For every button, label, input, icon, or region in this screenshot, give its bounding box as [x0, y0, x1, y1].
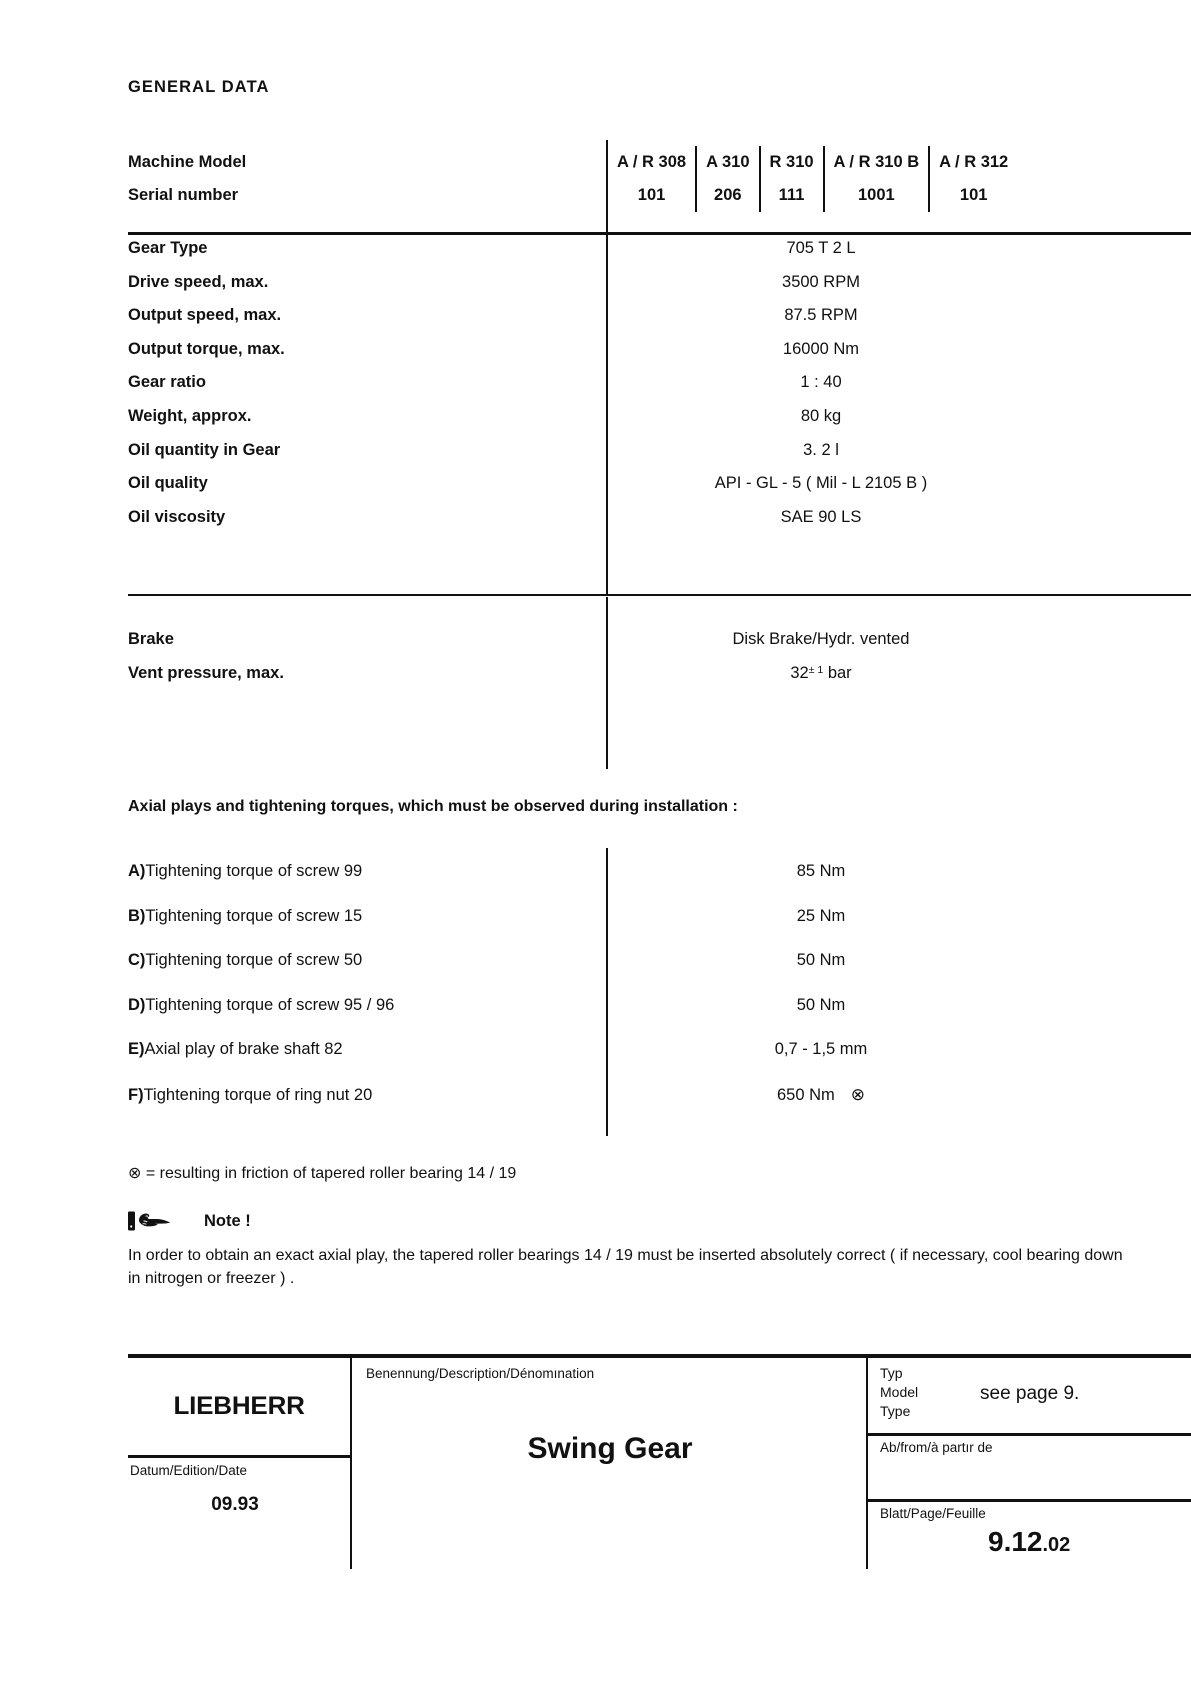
- model-serial: 111: [778, 186, 805, 204]
- spec-label: Weight, approx.: [128, 406, 252, 425]
- spec-divider-header: [606, 140, 608, 232]
- axial-number: 0,7 - 1,5 mm: [774, 1040, 868, 1058]
- model-column: [759, 146, 823, 212]
- description-label: Benennung/Description/Dénomınation: [366, 1366, 595, 1381]
- axial-text: Axial play of brake shaft 82: [144, 1040, 343, 1058]
- spec-value: 16000 Nm: [782, 339, 860, 358]
- axial-intro-text: Axial plays and tightening torques, which must be observed during installation :: [128, 798, 738, 815]
- axial-row: [128, 951, 1191, 996]
- type-label-line: Type: [880, 1403, 911, 1419]
- model-column: [606, 146, 695, 212]
- axial-text: Tightening torque of screw 95 / 96: [145, 995, 395, 1014]
- axial-label: [128, 951, 606, 970]
- type-value: see page 9.: [980, 1383, 1080, 1404]
- spec-row: [128, 273, 1191, 307]
- date-label: Datum/Edition/Date: [130, 1463, 248, 1478]
- axial-label: [128, 1040, 606, 1059]
- footnote-marker-icon: ⊗: [850, 1084, 866, 1104]
- note-body-text: In order to obtain an exact axial play, the tapered roller bearings 14 / 19 must be inserted absolutely correct ( if necessary, cool bearing down in nitrogen or freezer ) .: [128, 1247, 1123, 1287]
- vent-pressure-value: [606, 664, 1036, 683]
- spec-label: Gear ratio: [128, 373, 206, 392]
- brake-row: [128, 630, 1191, 664]
- page-number-minor: .02: [1042, 1534, 1071, 1556]
- axial-row: [128, 907, 1191, 952]
- model-name: A / R 312: [939, 153, 1009, 171]
- axial-label: [128, 862, 606, 881]
- axial-number: 50 Nm: [796, 951, 846, 969]
- vent-pressure-number: 32: [790, 664, 809, 682]
- model-serial: 101: [959, 186, 988, 204]
- vent-pressure-label: Vent pressure, max.: [128, 664, 284, 682]
- model-column: [695, 146, 758, 212]
- brake-label: Brake: [128, 630, 174, 648]
- description-title: Swing Gear: [527, 1432, 693, 1465]
- type-label: [880, 1364, 918, 1421]
- page-number-label: Blatt/Page/Feuille: [880, 1506, 986, 1521]
- model-serial: 1001: [857, 186, 895, 204]
- model-columns: [606, 146, 1017, 212]
- specifications-table: [128, 239, 1191, 541]
- spec-row: [128, 407, 1191, 441]
- valid-from-label: Ab/from/à partır de: [880, 1440, 993, 1455]
- axial-number: 50 Nm: [796, 995, 846, 1014]
- spec-value: SAE 90 LS: [780, 507, 862, 526]
- table-top-rule: [128, 232, 1191, 235]
- spec-label: Output speed, max.: [128, 306, 282, 325]
- axial-row: [128, 1040, 1191, 1085]
- serial-number-label: Serial number: [128, 186, 239, 204]
- axial-value: [606, 1040, 1036, 1059]
- spec-value: 3500 RPM: [782, 272, 860, 291]
- axial-value: [606, 862, 1036, 881]
- model-header-labels: [128, 146, 598, 212]
- model-column: [823, 146, 929, 212]
- vent-pressure-tolerance: ± 1: [808, 664, 824, 676]
- footnote-text: ⊗ = resulting in friction of tapered roller bearing 14 / 19: [128, 1165, 517, 1182]
- axial-letter: B): [128, 906, 146, 925]
- spec-row: [128, 474, 1191, 508]
- page-number-major: 9.12: [988, 1526, 1043, 1557]
- model-header-table: [128, 146, 1088, 212]
- spec-value: API - GL - 5 ( Mil - L 2105 B ): [714, 474, 928, 493]
- spec-row: [128, 373, 1191, 407]
- spec-label: Oil quantity in Gear: [128, 440, 281, 459]
- note-label: Note !: [204, 1211, 251, 1230]
- vent-pressure-unit: bar: [827, 664, 852, 682]
- axial-number: 85 Nm: [796, 862, 846, 880]
- axial-letter: C): [128, 951, 146, 969]
- table-mid-rule: [128, 594, 1191, 596]
- axial-text: Tightening torque of screw 50: [145, 951, 363, 969]
- axial-number: 25 Nm: [796, 906, 846, 925]
- brand-logo-text: LIEBHERR: [173, 1392, 305, 1420]
- spec-row: [128, 441, 1191, 475]
- brake-value: Disk Brake/Hydr. vented: [732, 630, 910, 648]
- spec-label: Gear Type: [128, 239, 208, 257]
- spec-row: [128, 239, 1191, 273]
- machine-model-label: Machine Model: [128, 153, 247, 171]
- axial-row: [128, 1085, 1191, 1130]
- page-title: GENERAL DATA: [128, 78, 270, 96]
- spec-row: [128, 508, 1191, 542]
- axial-label: [128, 1086, 606, 1105]
- title-block-divider-left: [350, 1358, 352, 1569]
- type-label-line: Model: [880, 1384, 919, 1400]
- spec-value: 1 : 40: [800, 373, 842, 392]
- model-name: A / R 310 B: [833, 153, 920, 171]
- spec-value: 705 T 2 L: [786, 239, 856, 257]
- brand-logo: [128, 1358, 350, 1455]
- axial-value: [606, 1085, 1036, 1105]
- axial-value: [606, 907, 1036, 926]
- axial-value: [606, 996, 1036, 1015]
- brake-table: [128, 630, 1191, 698]
- vent-pressure-row: [128, 664, 1191, 698]
- page-number-value: [988, 1526, 1070, 1558]
- axial-letter: E): [128, 1040, 145, 1058]
- model-name: A / R 308: [617, 153, 687, 171]
- spec-row: [128, 340, 1191, 374]
- spec-row: [128, 306, 1191, 340]
- title-block-rule-right-2: [868, 1499, 1191, 1502]
- axial-label: [128, 996, 606, 1015]
- axial-table: [128, 862, 1191, 1129]
- spec-label: Drive speed, max.: [128, 272, 269, 291]
- spec-label: Oil quality: [128, 474, 208, 493]
- spec-value: 3. 2 l: [803, 440, 839, 459]
- axial-number: 650 Nm: [776, 1085, 835, 1104]
- model-name: R 310: [769, 153, 814, 171]
- model-serial: 206: [714, 186, 742, 204]
- axial-value: [606, 951, 1036, 970]
- model-serial: 101: [637, 186, 666, 204]
- axial-letter: A): [128, 862, 146, 880]
- spec-label: Output torque, max.: [128, 339, 285, 358]
- title-block-rule-right-1: [868, 1433, 1191, 1436]
- axial-text: Tightening torque of screw 15: [145, 906, 363, 925]
- axial-text: Tightening torque of ring nut 20: [143, 1085, 373, 1104]
- type-label-line: Typ: [880, 1365, 903, 1381]
- pointing-hand-icon: [128, 1209, 190, 1233]
- spec-value: 80 kg: [800, 406, 842, 425]
- spec-value: 87.5 RPM: [784, 306, 858, 325]
- axial-row: [128, 996, 1191, 1041]
- spec-label: Oil viscosity: [128, 507, 226, 526]
- axial-letter: F): [128, 1085, 144, 1104]
- model-column: [928, 146, 1017, 212]
- axial-letter: D): [128, 995, 146, 1014]
- title-block-logo-rule: [128, 1455, 350, 1458]
- title-block-divider-right: [866, 1358, 868, 1569]
- axial-row: [128, 862, 1191, 907]
- title-block: [128, 1354, 1191, 1569]
- date-value: 09.93: [211, 1494, 259, 1515]
- axial-label: [128, 907, 606, 926]
- model-name: A 310: [706, 153, 750, 171]
- note-header: [128, 1208, 251, 1234]
- axial-text: Tightening torque of screw 99: [145, 862, 363, 880]
